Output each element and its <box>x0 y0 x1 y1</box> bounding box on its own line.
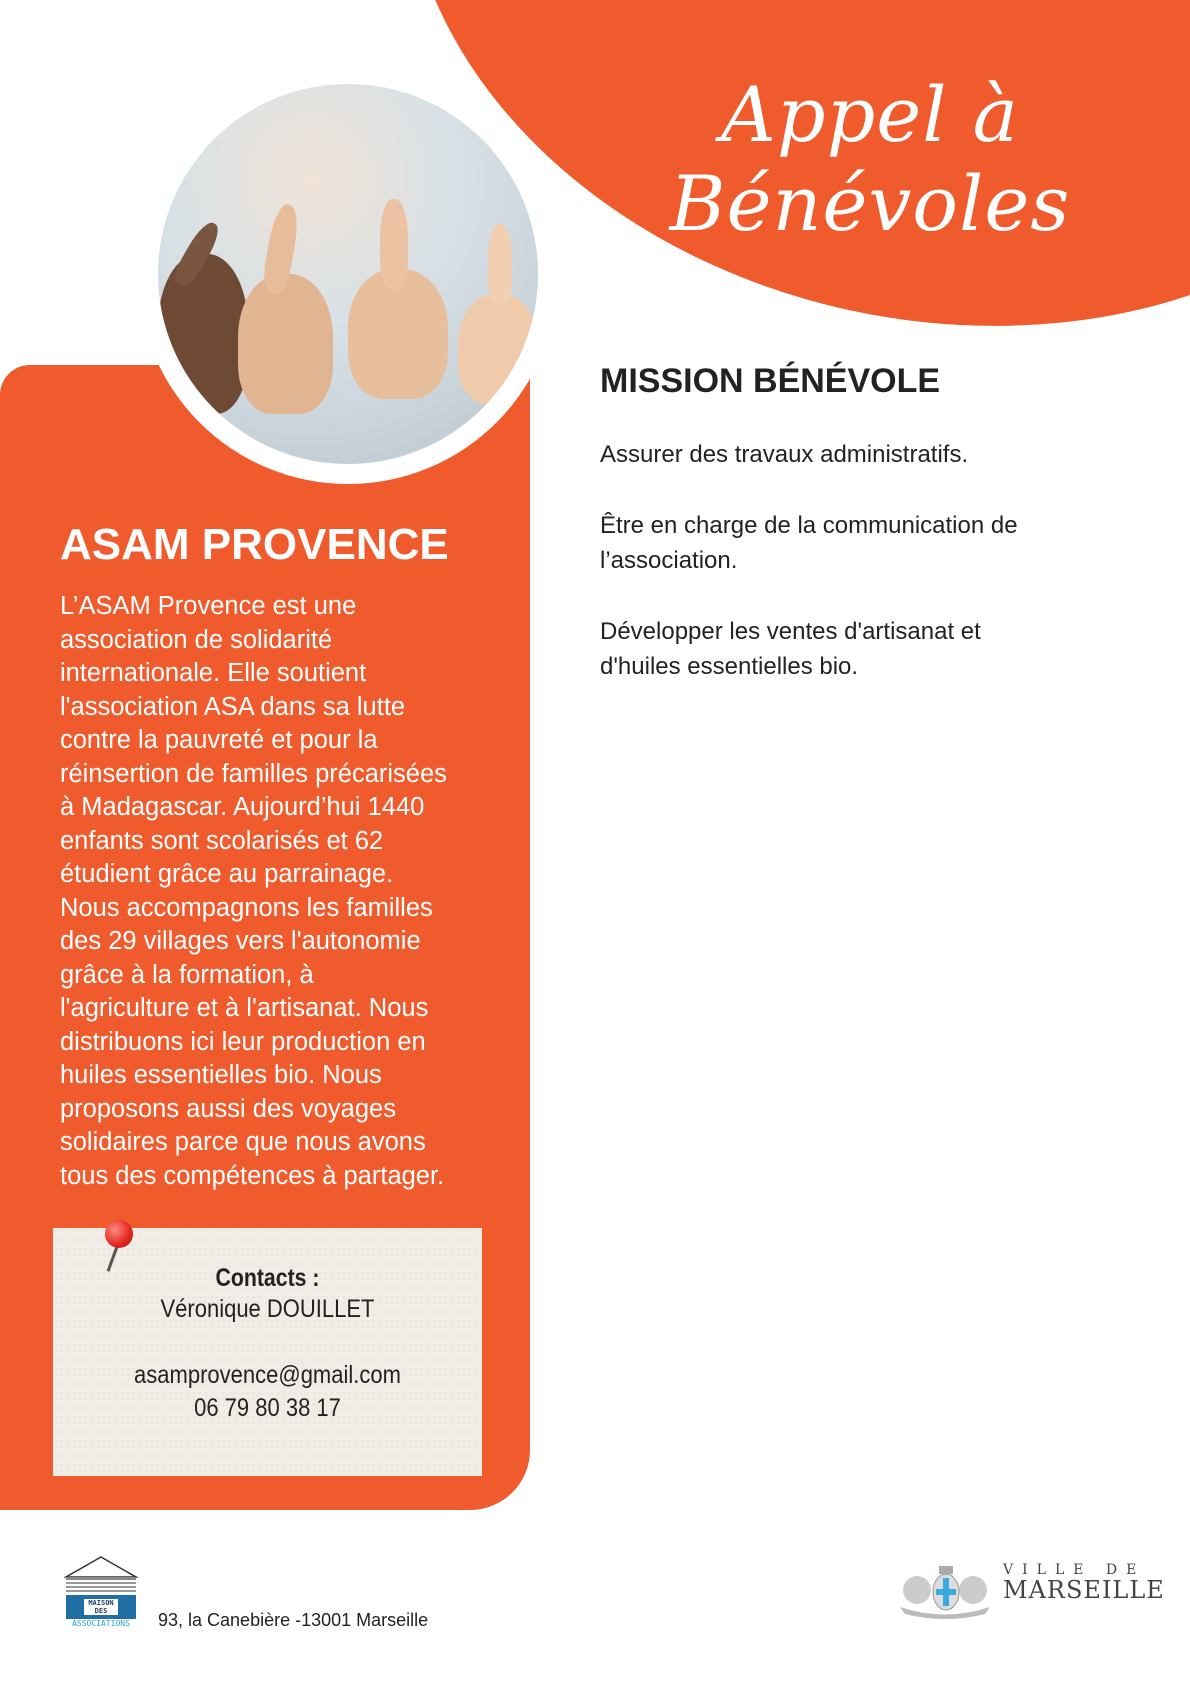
spacer <box>79 1326 457 1359</box>
description-line: l'agriculture et à l'artisanat. Nous <box>60 994 429 1022</box>
contact-name: Véronique DOUILLET <box>160 1295 375 1323</box>
organization-description <box>60 590 500 1193</box>
description-line: enfants sont scolarisés et 62 <box>60 826 384 855</box>
mission-item: Être en charge de la communication de l’association. <box>600 512 1018 574</box>
description-line: à Madagascar. Aujourd’hui 1440 <box>60 793 425 821</box>
mission-list <box>600 437 1120 720</box>
mission-item: Assurer des travaux administratifs. <box>600 441 969 468</box>
description-line: solidaires parce que nous avons <box>60 1128 426 1156</box>
hand-shape <box>158 254 248 414</box>
contacts-heading: Contacts : <box>215 1264 320 1292</box>
description-line: huiles essentielles bio. Nous <box>60 1061 382 1089</box>
ville-de-marseille-logo <box>895 1562 1165 1622</box>
mission-title: MISSION BÉNÉVOLE <box>600 362 941 400</box>
thumb-shape <box>488 224 512 304</box>
description-line: internationale. Elle soutient <box>60 659 367 687</box>
hand-shape <box>238 274 333 414</box>
description-line: L’ASAM Provence est une <box>60 592 357 620</box>
logo-text: ASSOCIATIONS <box>72 1619 130 1628</box>
pushpin-icon <box>105 1220 133 1248</box>
footer-address: 93, la Canebière -13001 Marseille <box>158 1610 429 1630</box>
city-logo-small-text: VILLE DE <box>1003 1562 1146 1578</box>
city-logo-big-text: MARSEILLE <box>1003 1576 1165 1604</box>
description-line: des 29 villages vers l'autonomie <box>60 927 421 955</box>
page-title: Appel à Bénévoles <box>669 70 1071 248</box>
description-line: distribuons ici leur production en <box>60 1027 426 1056</box>
logo-text: MAISON <box>88 1599 114 1607</box>
description-line: contre la pauvreté et pour la <box>60 726 378 754</box>
contact-card <box>53 1228 482 1476</box>
description-line: l'association ASA dans sa lutte <box>60 692 406 721</box>
description-line: étudient grâce au parrainage. <box>60 860 394 888</box>
description-line: tous des compétences à partager. <box>60 1161 445 1190</box>
hand-shape <box>458 294 538 404</box>
logo-text: DES <box>94 1607 108 1615</box>
thumb-shape <box>380 199 408 289</box>
thumbs-up-photo <box>158 84 538 464</box>
coat-of-arms-icon <box>895 1562 995 1622</box>
contact-phone[interactable]: 06 79 80 38 17 <box>194 1394 341 1422</box>
description-line: proposons aussi des voyages <box>60 1094 396 1123</box>
organization-name: ASAM PROVENCE <box>60 520 449 569</box>
description-line: Nous accompagnons les familles <box>60 893 433 922</box>
description-line: réinsertion de familles précarisées <box>60 759 447 788</box>
mission-item: Développer les ventes d'artisanat et d'huiles essentielles bio. <box>600 618 981 680</box>
description-line: association de solidarité <box>60 625 333 654</box>
maison-des-associations-logo <box>64 1555 138 1627</box>
contact-email[interactable]: asamprovence@gmail.com <box>134 1361 401 1389</box>
description-line: grâce à la formation, à <box>60 960 314 989</box>
